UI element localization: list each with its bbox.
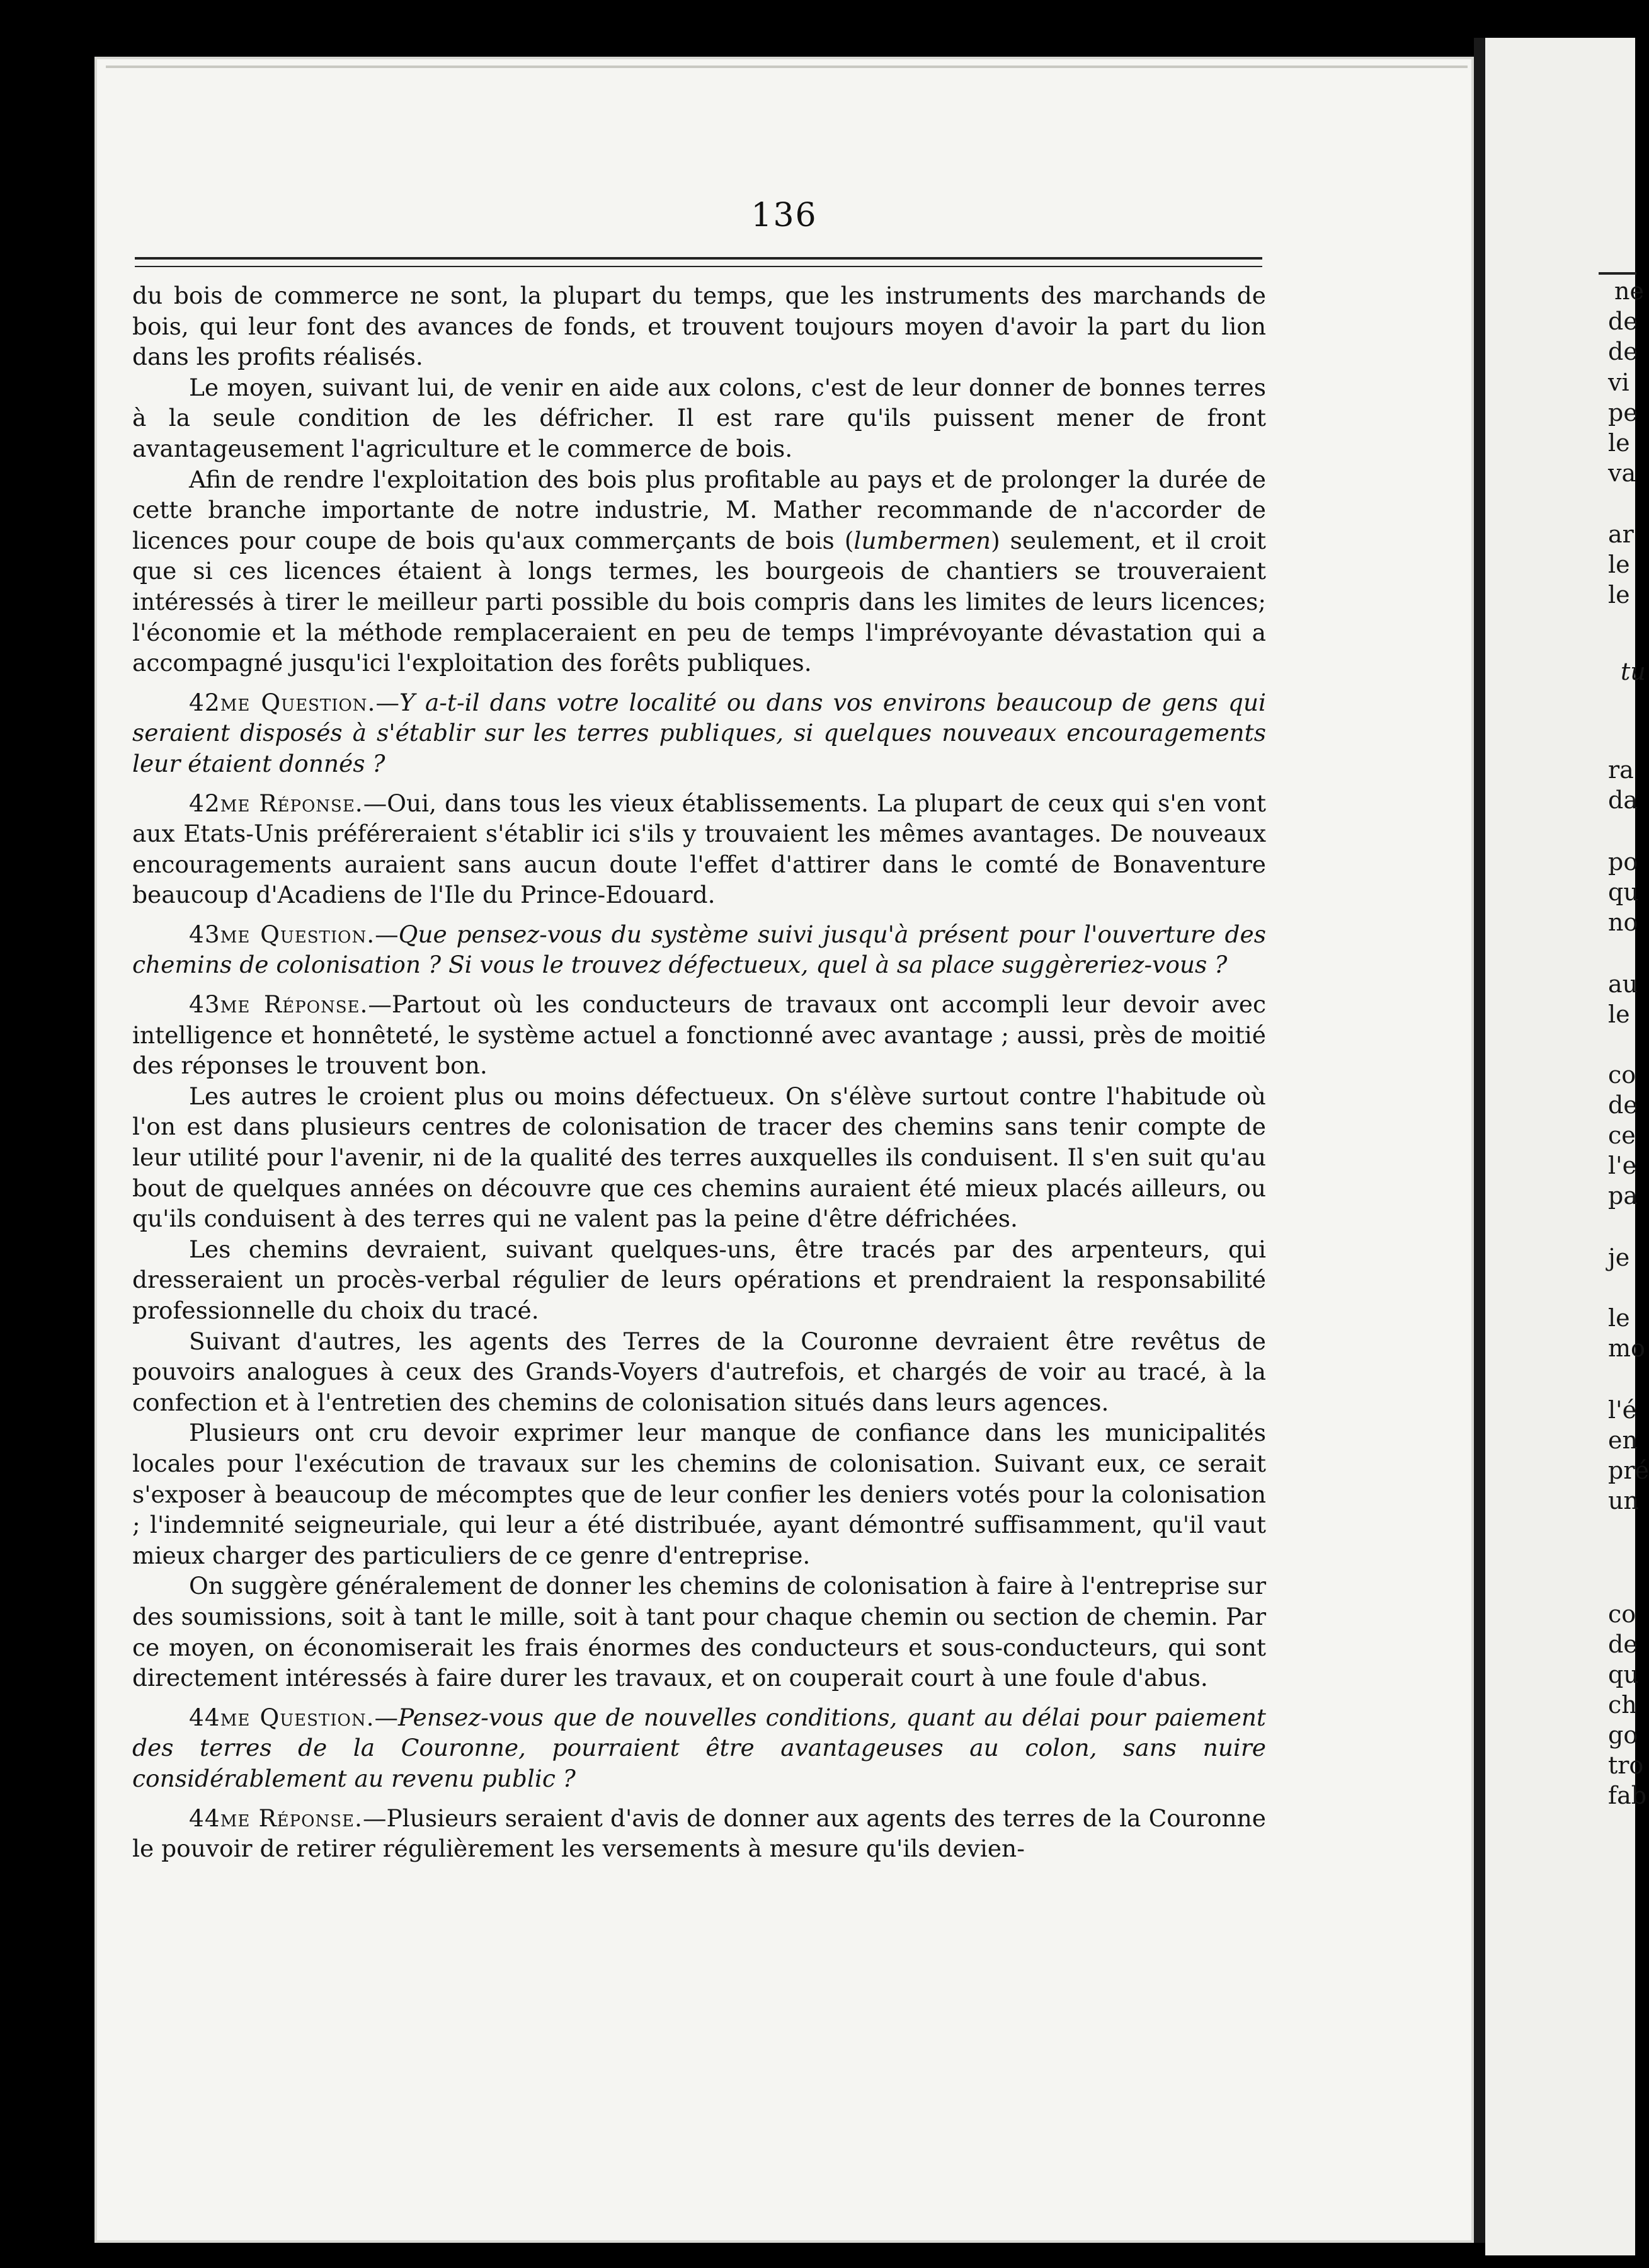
paragraph-q43: [132, 919, 1266, 980]
paragraph-p5: [132, 1234, 1266, 1326]
facing-fragment: fab: [1608, 1782, 1647, 1809]
facing-fragment: no: [1608, 908, 1638, 936]
facing-fragment: va: [1608, 459, 1636, 487]
text-run: Afin de rendre l'exploitation des bois plus profitable au pays et de prolonger la durée de cette branche importante de notre industrie, M. Mather recommande de n'accorder de licences pour coupe de bois qu'aux commerçants de bois (: [132, 465, 1266, 554]
paragraph-r43: [132, 989, 1266, 1081]
facing-page-rule: [1599, 272, 1636, 275]
text-run: du bois de commerce ne sont, la plupart du temps, que les instruments des marchands de bois, qui leur font des avances de fonds, et trouvent toujours moyen d'avoir la part du lion dans les profits réalisés.: [132, 282, 1266, 371]
facing-fragment: ne: [1614, 277, 1644, 305]
paragraph-p1: [132, 280, 1266, 372]
facing-fragment: po: [1608, 848, 1638, 876]
text-run: 42me Question.: [189, 688, 376, 716]
facing-fragment: au: [1608, 970, 1638, 998]
page-body-text: [132, 280, 1266, 1864]
page-number: 136: [751, 197, 818, 234]
facing-fragment: je: [1608, 1244, 1630, 1271]
facing-fragment: le: [1608, 1000, 1630, 1028]
facing-fragment: qu: [1608, 878, 1639, 906]
facing-fragment: ra: [1608, 756, 1634, 784]
text-run: —Plusieurs seraient d'avis de donner aux agents des terres de la Couronne le pouvoir de retirer régulièrement les versements à mesure qu'ils devien-: [132, 1804, 1266, 1863]
facing-fragment: l'é: [1608, 1396, 1637, 1424]
facing-fragment: tro: [1608, 1751, 1644, 1779]
text-run: Les autres le croient plus ou moins défectueux. On s'élève surtout contre l'habitude où l'on est dans plusieurs centres de colonisation de tracer des chemins sans tenir compte de leur utilité pour l'avenir, ni de la qualité des terres auxquelles ils conduisent. Il s'en suit qu'au bout de quelques années on découvre que ces chemins auraient été mieux placés ailleurs, ou qu'ils conduisent à des terres qui ne valent pas la peine d'être défrichées.: [132, 1082, 1266, 1233]
header-rule-thick: [135, 257, 1262, 260]
facing-fragment: ar: [1608, 520, 1634, 548]
header-rule-thin: [135, 266, 1262, 267]
paragraph-q42: [132, 687, 1266, 779]
text-run: lumbermen: [853, 526, 991, 554]
paragraph-r44: [132, 1803, 1266, 1864]
facing-fragment: co: [1608, 1600, 1636, 1628]
text-run: —Oui, dans tous les vieux établissements. La plupart de ceux qui s'en vont aux Etats-Unis préféreraient s'établir ici s'ils y trouvaient les mêmes avantages. De nouveaux encouragements auraient sans aucun doute l'effet d'attirer dans le comté de Bonaventure beaucoup d'Acadiens de l'Ile du Prince-Edouard.: [132, 789, 1266, 909]
facing-fragment: pe: [1608, 399, 1638, 427]
text-run: —: [375, 688, 399, 716]
text-run: On suggère généralement de donner les chemins de colonisation à faire à l'entreprise sur des soumissions, soit à tant le mille, soit à tant pour chaque chemin ou section de chemin. Par ce moyen, on économiserait les frais énormes des conducteurs et sous-conducteurs, qui sont directement intéressés à faire durer les travaux, et on couperait court à une foule d'abus.: [132, 1572, 1266, 1692]
facing-fragment: ch: [1608, 1691, 1637, 1719]
paragraph-p6: [132, 1326, 1266, 1418]
facing-fragment: un: [1608, 1487, 1639, 1515]
text-run: 43me Réponse.: [189, 990, 368, 1019]
text-run: Pensez-vous que de nouvelles conditions, quant au délai pour paiement des terres de la Couronne, pourraient être avantageuses au colon, sans nuire considérablement au revenu public ?: [132, 1703, 1266, 1792]
text-run: —: [375, 920, 399, 948]
facing-fragment: de: [1608, 307, 1638, 335]
paragraph-r42: [132, 788, 1266, 910]
text-run: Que pensez-vous du système suivi jusqu'à présent pour l'ouverture des chemins de colonisation ? Si vous le trouvez défectueux, quel à sa place suggèreriez-vous ?: [132, 920, 1266, 979]
facing-fragment: l'e: [1608, 1152, 1637, 1179]
text-run: Suivant d'autres, les agents des Terres de la Couronne devraient être revêtus de pouvoirs analogues à ceux des Grands-Voyers d'autrefois, et chargés de voir au tracé, à la confection et à l'entretien des chemins de colonisation situés dans leurs agences.: [132, 1327, 1266, 1416]
text-run: 44me Question.: [189, 1703, 375, 1731]
facing-fragment: da: [1608, 786, 1638, 814]
facing-fragment: le: [1608, 581, 1630, 609]
facing-fragment: pa: [1608, 1182, 1638, 1210]
text-run: —: [374, 1703, 398, 1731]
text-run: 42me Réponse.: [189, 789, 363, 817]
facing-fragment: mo: [1608, 1334, 1645, 1362]
facing-fragment: le: [1608, 1304, 1630, 1332]
facing-page-edge: [1485, 38, 1649, 2255]
text-run: 43me Question.: [189, 920, 375, 948]
facing-fragment: go: [1608, 1721, 1638, 1749]
paragraph-p2: [132, 372, 1266, 464]
text-run: ) seulement, et il croit que si ces licences étaient à longs termes, les bourgeois de chantiers se trouveraient intéressés à tirer le meilleur parti possible du bois compris dans les limites de leurs licences; l'économie et la méthode remplaceraient en peu de temps l'imprévoyante dévastation qui a accompagné jusqu'ici l'exploitation des forêts publiques.: [132, 526, 1266, 677]
facing-fragment: ce: [1608, 1121, 1636, 1149]
facing-fragment: de: [1608, 1091, 1638, 1119]
facing-fragment: de: [1608, 338, 1638, 365]
paragraph-p3: [132, 464, 1266, 679]
text-run: Plusieurs ont cru devoir exprimer leur manque de confiance dans les municipalités locales pour l'exécution de travaux sur les chemins de colonisation. Suivant eux, ce serait s'exposer à beaucoup de mécomptes que de leur confier les deniers votés pour la colonisation ; l'indemnité seigneuriale, qui leur a été distribuée, ayant démontré suffisamment, qu'il vaut mieux charger des particuliers de ce genre d'entreprise.: [132, 1419, 1266, 1569]
book-spine: [1474, 38, 1485, 2243]
facing-fragment: en: [1608, 1426, 1638, 1454]
text-run: 44me Réponse.: [189, 1804, 363, 1832]
paragraph-p4: [132, 1081, 1266, 1234]
text-run: Y a-t-il dans votre localité ou dans vos environs beaucoup de gens qui seraient disposés à s'établir sur les terres publiques, si quelques nouveaux encouragements leur étaient donnés ?: [132, 688, 1266, 777]
facing-fragment: le: [1608, 429, 1630, 457]
text-run: Les chemins devraient, suivant quelques-uns, être tracés par des arpenteurs, qui dresseraient un procès-verbal régulier de leurs opérations et prendraient la responsabilité professionnelle du choix du tracé.: [132, 1235, 1266, 1324]
facing-fragment: co: [1608, 1061, 1636, 1089]
paragraph-p7: [132, 1418, 1266, 1571]
text-run: Le moyen, suivant lui, de venir en aide aux colons, c'est de leur donner de bonnes terres à la seule condition de les défricher. Il est rare qu'ils puissent mener de front avantageusement l'agriculture et le commerce de bois.: [132, 373, 1266, 462]
facing-fragment: de: [1608, 1630, 1638, 1658]
facing-fragment: le: [1608, 551, 1630, 578]
paragraph-p8: [132, 1571, 1266, 1693]
facing-fragment: tu: [1621, 658, 1646, 685]
facing-fragment: pré: [1608, 1457, 1649, 1484]
facing-fragment: vi: [1608, 369, 1629, 396]
paragraph-q44: [132, 1702, 1266, 1794]
facing-fragment: qu: [1608, 1661, 1639, 1688]
text-run: —Partout où les conducteurs de travaux ont accompli leur devoir avec intelligence et honnêteté, le système actuel a fonctionné avec avantage ; aussi, près de moitié des réponses le trouvent bon.: [132, 990, 1266, 1080]
